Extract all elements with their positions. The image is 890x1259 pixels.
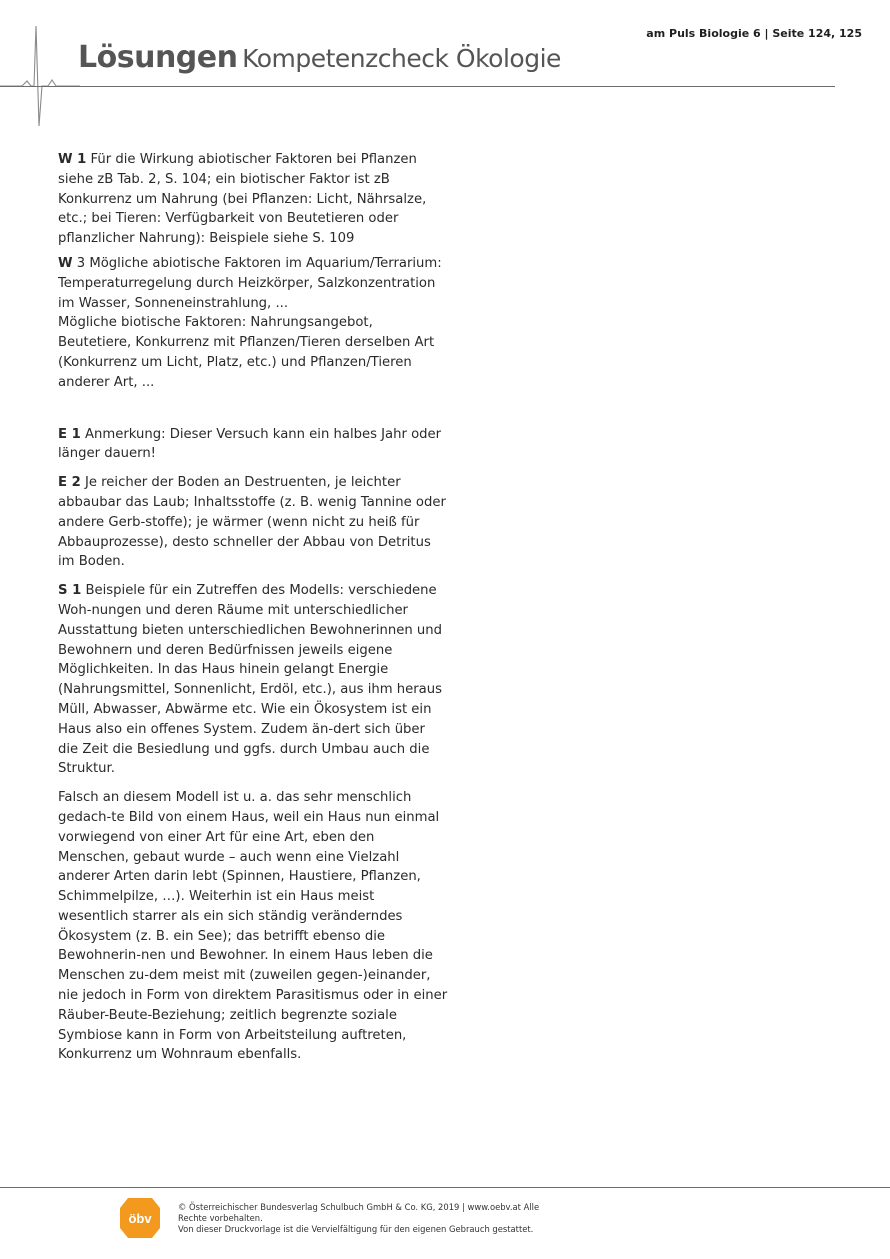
page-title bbox=[78, 40, 561, 75]
task-w3-continued: Mögliche biotische Faktoren: Nahrungsangebot, Beutetiere, Konkurrenz mit Pflanzen/Tieren derselben Art (Konkurrenz um Licht, Platz, etc.) und Pflanzen/Tieren anderer Art, ... bbox=[58, 315, 435, 390]
task-e2 bbox=[58, 473, 448, 572]
heartbeat-line-icon bbox=[0, 20, 80, 130]
task-label: E 2 bbox=[58, 475, 81, 491]
task-text: Je reicher der Boden an Destruenten, je leichter abbaubar das Laub; Inhaltsstoffe (z. B. wenig Tannine oder andere Gerb-stoffe); je wärmer (wenn nicht zu heiß für Abbauprozesse), desto schneller der Abbau von Detritus im Boden. bbox=[58, 475, 446, 570]
footer-divider bbox=[0, 1187, 890, 1188]
oebv-logo bbox=[118, 1196, 162, 1240]
task-text: Beispiele für ein Zutreffen des Modells: verschiedene Woh-nungen und deren Räume mit unterschiedlicher Ausstattung bieten unterschiedlichen Bewohnerinnen und Bewohnern und deren Bedürfnissen jeweils eigene Möglichkeiten. In das Haus hinein gelangt Energie (Nahrungsmittel, Sonnenlicht, Erdöl, etc.), aus ihm heraus Müll, Abwasser, Abwärme etc. Wie ein Ökosystem ist ein Haus also ein offenes System. Zudem än-dert sich über die Zeit die Besiedlung und ggfs. durch Umbau auch die Struktur. bbox=[58, 583, 443, 777]
task-text: 3 Mögliche abiotische Faktoren im Aquarium/Terrarium: Temperaturregelung durch Heizkörper, Salzkonzentration im Wasser, Sonneneinstrahlung, ... bbox=[58, 255, 442, 311]
footer-copyright bbox=[178, 1202, 539, 1235]
task-e1 bbox=[58, 425, 448, 465]
task-label: W 1 bbox=[58, 152, 87, 167]
task-label: W bbox=[58, 255, 73, 271]
book-reference: am Puls Biologie 6 | Seite 124, 125 bbox=[646, 27, 862, 40]
task-label: S 1 bbox=[58, 583, 82, 599]
header-divider bbox=[0, 86, 835, 87]
footer-line-3: Von dieser Druckvorlage ist die Vervielfältigung für den eigenen Gebrauch gestattet. bbox=[178, 1224, 534, 1234]
footer-line-2: Rechte vorbehalten. bbox=[178, 1213, 263, 1223]
task-s1 bbox=[58, 581, 448, 779]
task-s1-continued: Falsch an diesem Modell ist u. a. das sehr menschlich gedach-te Bild von einem Haus, weil ein Haus nun einmal vorwiegend von einer Art für eine Art, eben den Menschen, gebaut wurde – auch wenn eine Vielzahl anderer Arten darin lebt (Spinnen, Haustiere, Pflanzen, Schimmelpilze, …). Weiterhin ist ein Haus meist wesentlich starrer als ein sich ständig veränderndes Ökosystem (z. B. ein See); das betrifft ebenso die Bewohnerin-nen und Bewohner. In einem Haus leben die Menschen zu-dem meist mit (zuweilen gegen-)einander, nie jedoch in Form von direktem Parasitismus oder in einer Räuber-Beute-Beziehung; zeitlich begrenzte soziale Symbiose kann in Form von Arbeitsteilung auftreten, Konkurrenz um Wohnraum ebenfalls. bbox=[58, 790, 448, 1063]
task-label: E 1 bbox=[58, 426, 81, 442]
footer-line-1: © Österreichischer Bundesverlag Schulbuch GmbH & Co. KG, 2019 | www.oebv.at Alle bbox=[178, 1202, 540, 1212]
task-text: Anmerkung: Dieser Versuch kann ein halbes Jahr oder länger dauern! bbox=[58, 426, 442, 462]
page-title-main: Lösungen bbox=[78, 40, 238, 75]
task-w1 bbox=[58, 150, 448, 249]
solutions-content bbox=[58, 150, 448, 1065]
logo-text: öbv bbox=[128, 1211, 152, 1226]
task-w3 bbox=[58, 254, 448, 313]
task-text: Für die Wirkung abiotischer Faktoren bei Pflanzen siehe zB Tab. 2, S. 104; ein biotischer Faktor ist zB Konkurrenz um Nahrung (bei Pflanzen: Licht, Nährsalze, etc.; bei Tieren: Verfügbarkeit von Beutetieren oder pflanzlicher Nahrung): Beispiele siehe S. 109 bbox=[58, 152, 427, 247]
page-title-sub: Kompetenzcheck Ökologie bbox=[242, 44, 561, 73]
